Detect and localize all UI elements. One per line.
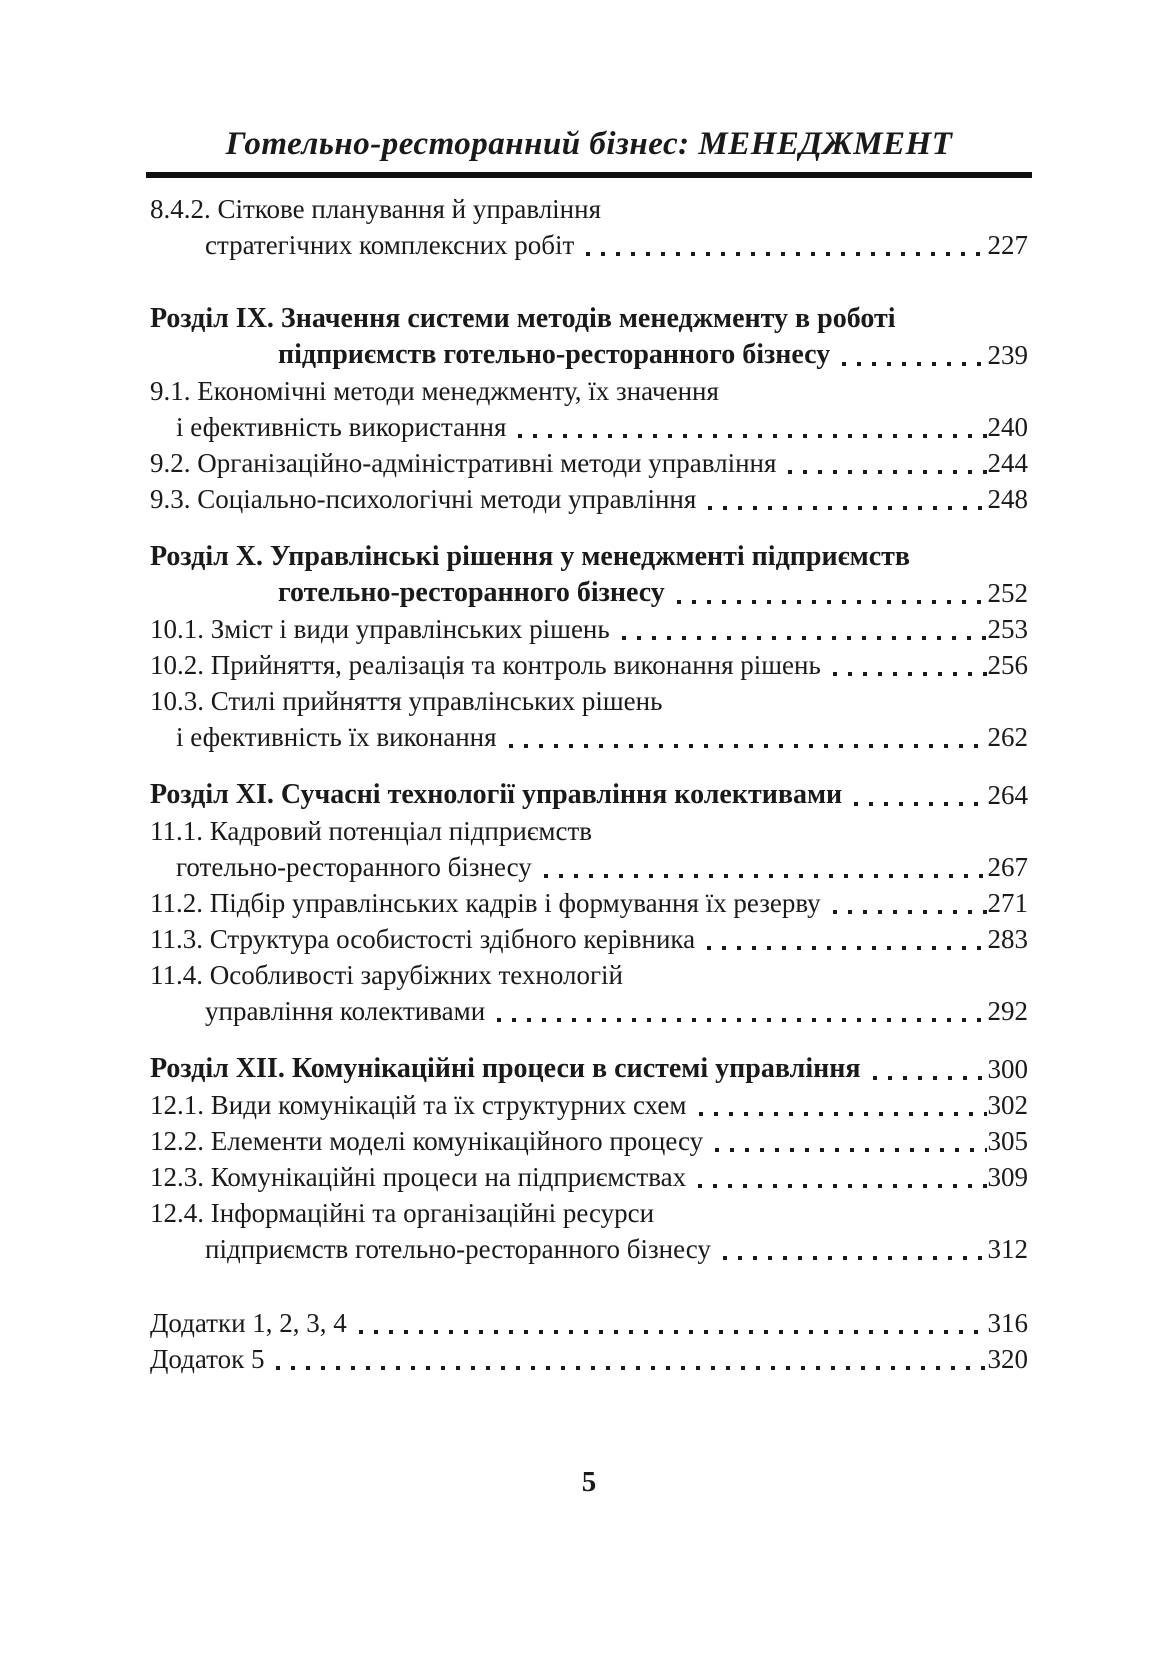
toc-entry-text: і ефективність використання — [176, 412, 507, 442]
toc-entry — [150, 373, 1028, 445]
toc-entry-text: підприємств готельно-ресторанного бізнесу — [278, 339, 831, 370]
toc-line — [150, 683, 1028, 719]
page-footer — [148, 1466, 1030, 1499]
toc-page-number: 320 — [987, 1344, 1028, 1374]
toc-line — [150, 1087, 1028, 1123]
dot-leader — [359, 1330, 987, 1334]
toc-entry — [150, 921, 1028, 957]
dot-leader — [842, 362, 986, 366]
toc-entry — [150, 683, 1028, 755]
toc-page-number: 292 — [987, 996, 1028, 1026]
toc-line — [150, 885, 1028, 921]
toc-line — [150, 719, 1028, 755]
toc-entry — [150, 813, 1028, 885]
toc-entry-text: 12.3. Комунікаційні процеси на підприємствах — [150, 1162, 687, 1192]
toc-entry-text: стратегічних комплексних робіт — [205, 230, 575, 260]
toc-entry-text: 12.1. Види комунікацій та їх структурних схем — [150, 1090, 687, 1120]
toc-page-number: 256 — [987, 650, 1028, 680]
toc-entry-text: Розділ XI. Сучасні технології управління колективами — [150, 779, 843, 810]
dot-leader — [622, 636, 987, 640]
dot-leader — [544, 874, 987, 878]
toc-entry-text: 9.2. Організаційно-адміністративні методи управління — [150, 448, 777, 478]
toc-entry-text: Додатки 1, 2, 3, 4 — [150, 1308, 347, 1338]
toc-entry — [150, 539, 1028, 611]
dot-leader — [854, 802, 986, 806]
toc-entry-text: 12.4. Інформаційні та організаційні ресурси — [150, 1198, 655, 1228]
dot-leader — [833, 910, 987, 914]
toc-line — [150, 1051, 1028, 1087]
toc-entry — [150, 611, 1028, 647]
toc-entry-text: 10.3. Стилі прийняття управлінських рішень — [150, 686, 663, 716]
header-rule — [146, 172, 1032, 178]
toc-page-number: 252 — [987, 578, 1028, 608]
toc-entry-text: підприємств готельно-ресторанного бізнесу — [205, 1234, 711, 1264]
toc-line — [150, 957, 1028, 993]
toc-line — [150, 409, 1028, 445]
toc-entry-text: 12.2. Елементи моделі комунікаційного процесу — [150, 1126, 704, 1156]
toc-page-number: 264 — [987, 780, 1028, 810]
toc-entry-text: 10.1. Зміст і види управлінських рішень — [150, 614, 610, 644]
toc-line — [150, 191, 1028, 227]
toc-line — [150, 1341, 1028, 1377]
toc-page-number: 227 — [987, 230, 1028, 260]
dot-leader — [497, 1018, 986, 1022]
toc-entry — [150, 191, 1028, 263]
toc-page-number: 300 — [987, 1054, 1028, 1084]
toc-entry-text: Розділ IX. Значення системи методів менеджменту в роботі — [150, 303, 896, 334]
toc-page-number: 253 — [987, 614, 1028, 644]
toc-page-number: 240 — [987, 412, 1028, 442]
toc-line — [150, 227, 1028, 263]
toc-entry — [150, 1305, 1028, 1341]
toc-entry-text: 11.1. Кадровий потенціал підприємств — [150, 816, 593, 846]
toc-line — [150, 647, 1028, 683]
dot-leader — [518, 434, 986, 438]
toc-entry-text: Додаток 5 — [150, 1344, 265, 1374]
toc-entry — [150, 1195, 1028, 1267]
toc-line — [150, 611, 1028, 647]
toc-page-number: 248 — [987, 484, 1028, 514]
dot-leader — [699, 1112, 987, 1116]
toc-line — [150, 813, 1028, 849]
dot-leader — [276, 1366, 986, 1370]
toc-entry — [150, 777, 1028, 813]
toc-entry-text: 11.3. Структура особистості здібного керівника — [150, 924, 696, 954]
dot-leader — [723, 1256, 987, 1260]
toc-page-number: 271 — [987, 888, 1028, 918]
page-number: 5 — [581, 1466, 597, 1498]
dot-leader — [788, 470, 986, 474]
dot-leader — [707, 946, 986, 950]
toc-entry-text: 10.2. Прийняття, реалізація та контроль виконання рішень — [150, 650, 821, 680]
toc-line — [150, 445, 1028, 481]
toc-line — [150, 1123, 1028, 1159]
toc-entry-text: Розділ XII. Комунікаційні процеси в системі управління — [150, 1053, 861, 1084]
dot-leader — [698, 1184, 986, 1188]
table-of-contents — [150, 191, 1028, 1377]
dot-leader — [509, 744, 987, 748]
toc-line — [150, 575, 1028, 611]
toc-line — [150, 849, 1028, 885]
toc-entry — [150, 1341, 1028, 1377]
toc-entry — [150, 481, 1028, 517]
toc-entry — [150, 301, 1028, 373]
page-title: Готельно-ресторанний бізнес: МЕНЕДЖМЕНТ — [225, 126, 953, 162]
toc-page-number: 283 — [987, 924, 1028, 954]
toc-entry-text: 11.2. Підбір управлінських кадрів і формування їх резерву — [150, 888, 821, 918]
toc-line — [150, 777, 1028, 813]
toc-entry — [150, 1123, 1028, 1159]
toc-page-number: 316 — [987, 1308, 1028, 1338]
dot-leader — [708, 506, 986, 510]
dot-leader — [677, 600, 987, 604]
toc-entry — [150, 1087, 1028, 1123]
toc-entry-text: 11.4. Особливості зарубіжних технологій — [150, 960, 623, 990]
toc-entry — [150, 957, 1028, 1029]
toc-line — [150, 539, 1028, 575]
toc-entry-text: управління колективами — [205, 996, 486, 1026]
toc-entry-text: і ефективність їх виконання — [176, 722, 497, 752]
toc-line — [150, 1305, 1028, 1341]
toc-entry — [150, 1159, 1028, 1195]
toc-entry — [150, 1051, 1028, 1087]
toc-line — [150, 337, 1028, 373]
dot-leader — [715, 1148, 986, 1152]
toc-page-number: 302 — [987, 1090, 1028, 1120]
toc-line — [150, 1195, 1028, 1231]
toc-line — [150, 1159, 1028, 1195]
toc-page-number: 267 — [987, 852, 1028, 882]
toc-line — [150, 993, 1028, 1029]
toc-entry-text: Розділ X. Управлінські рішення у менеджменті підприємств — [150, 541, 911, 572]
toc-entry-text: готельно-ресторанного бізнесу — [278, 577, 665, 608]
toc-page-number: 309 — [987, 1162, 1028, 1192]
toc-page-number: 262 — [987, 722, 1028, 752]
toc-entry-text: 9.1. Економічні методи менеджменту, їх значення — [150, 376, 719, 406]
toc-entry-text: готельно-ресторанного бізнесу — [176, 852, 532, 882]
page-header — [0, 0, 1158, 178]
toc-line — [150, 481, 1028, 517]
toc-line — [150, 373, 1028, 409]
toc-page-number: 305 — [987, 1126, 1028, 1156]
toc-entry-text: 9.3. Соціально-психологічні методи управління — [150, 484, 697, 514]
toc-entry — [150, 445, 1028, 481]
toc-entry-text: 8.4.2. Сіткове планування й управління — [150, 194, 601, 224]
toc-line — [150, 1231, 1028, 1267]
dot-leader — [873, 1076, 987, 1080]
dot-leader — [586, 252, 986, 256]
toc-page-number: 239 — [987, 340, 1028, 370]
toc-line — [150, 301, 1028, 337]
dot-leader — [833, 672, 987, 676]
toc-entry — [150, 647, 1028, 683]
toc-entry — [150, 885, 1028, 921]
toc-page-number: 244 — [987, 448, 1028, 478]
toc-page-number: 312 — [987, 1234, 1028, 1264]
toc-line — [150, 921, 1028, 957]
